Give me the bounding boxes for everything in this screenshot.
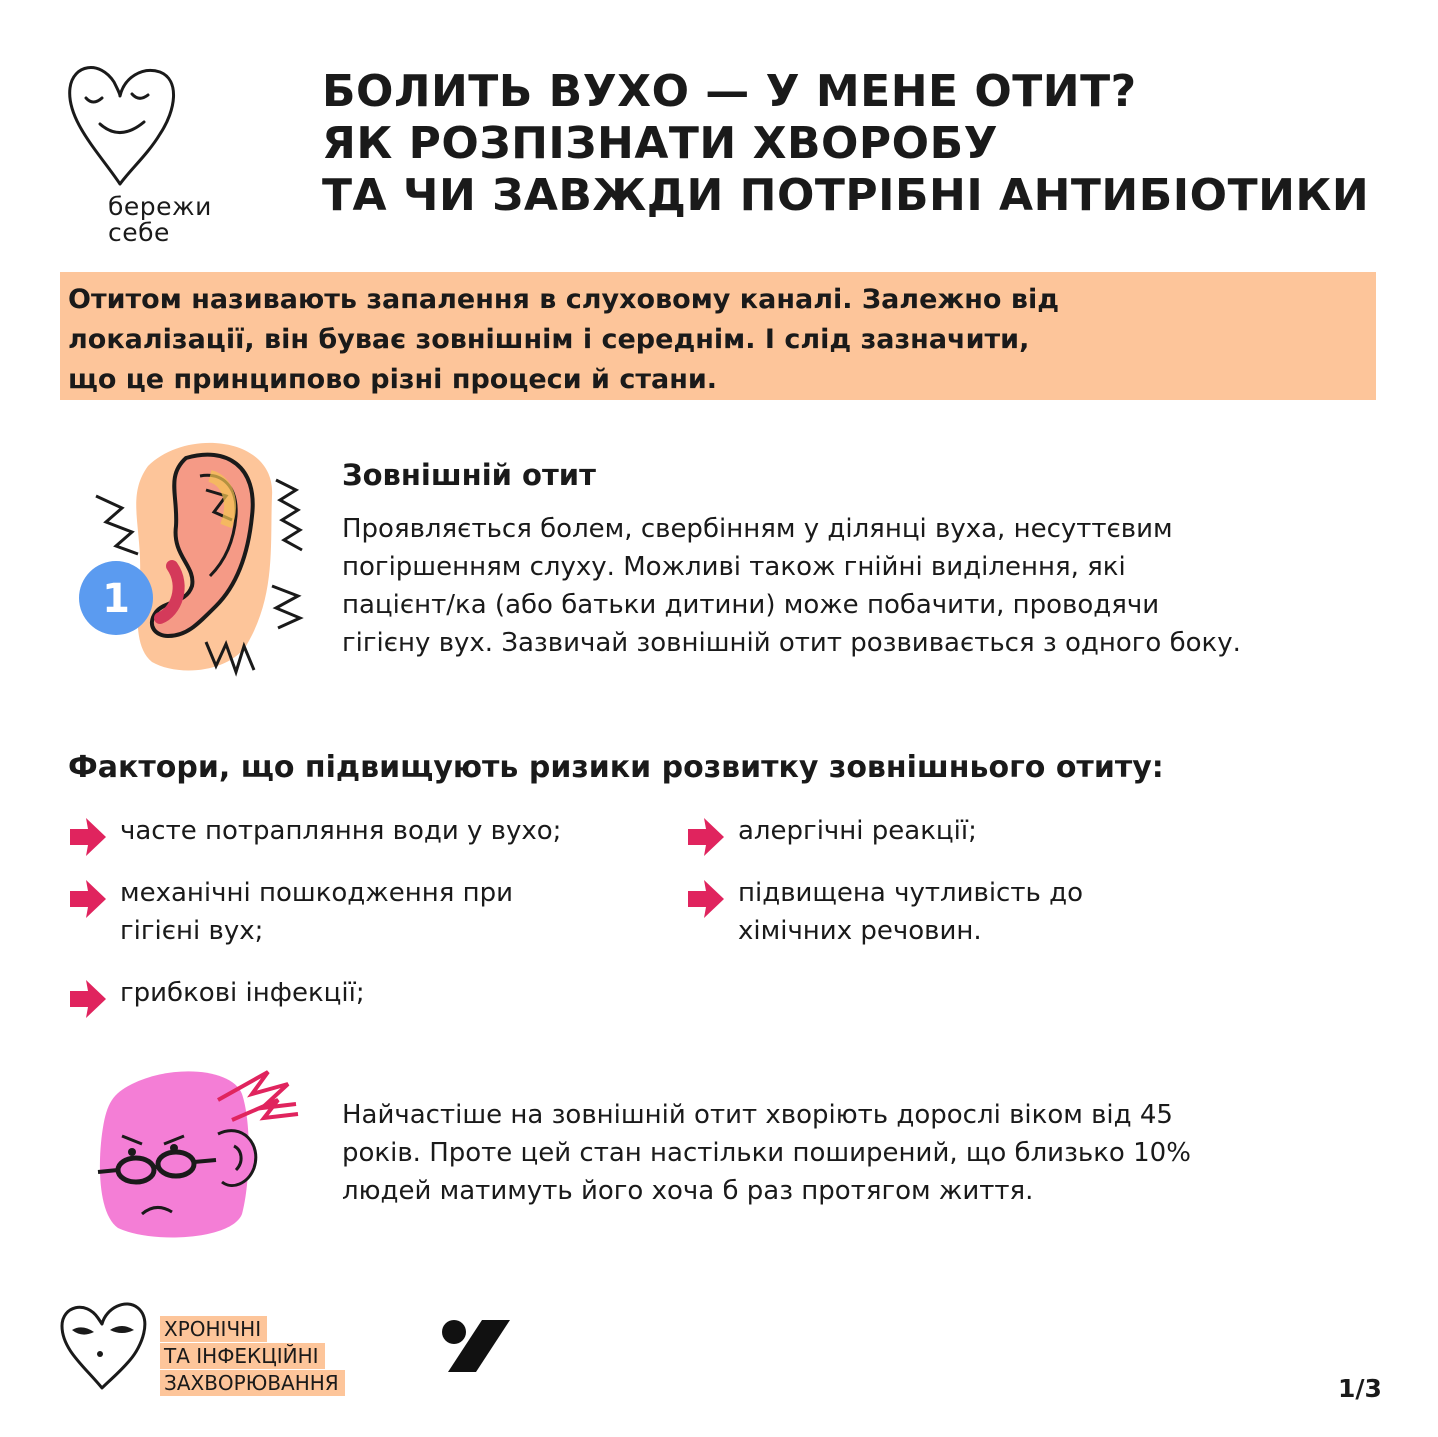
pink-face-ear-pain-illustration — [92, 1064, 306, 1244]
age-paragraph — [342, 1096, 1402, 1210]
brand-mark — [440, 1316, 514, 1374]
arrow-right-icon — [68, 978, 108, 1020]
intro-line: що це принципово різні процеси й стани. — [68, 364, 718, 395]
paragraph-line: погіршенням слуху. Можливі також гнійні виділення, які — [342, 552, 1126, 582]
arrow-right-icon — [68, 878, 108, 920]
arrow-right-icon — [68, 816, 108, 858]
section-paragraph — [342, 510, 1402, 662]
list-item-text: підвищена чутливість до — [738, 878, 1083, 908]
intro-line: локалізації, він буває зовнішнім і середнім. І слід зазначити, — [68, 324, 1030, 355]
intro-line: Отитом називають запалення в слуховому каналі. Залежно від — [68, 284, 1060, 315]
logo-text-line: себе — [108, 218, 170, 247]
logo-text-line: бережи — [108, 192, 212, 221]
list-item-text: гігієні вух; — [120, 916, 264, 946]
page-title — [322, 66, 1412, 222]
list-item-text: алергічні реакції; — [738, 816, 977, 846]
paragraph-line: гігієну вух. Зазвичай зовнішній отит розвивається з одного боку. — [342, 628, 1241, 658]
title-line: ЯК РОЗПІЗНАТИ ХВОРОБУ — [322, 118, 999, 169]
paragraph-line: пацієнт/ка (або батьки дитини) може побачити, проводячи — [342, 590, 1160, 620]
intro-band — [60, 272, 1376, 400]
paragraph-line: Проявляється болем, свербінням у ділянці вуха, несуттєвим — [342, 514, 1173, 544]
slash-dot-logo-icon — [440, 1316, 514, 1374]
brand-logo — [60, 58, 240, 248]
title-line: БОЛИТЬ ВУХО — У МЕНЕ ОТИТ? — [322, 66, 1137, 117]
arrow-right-icon — [686, 878, 726, 920]
paragraph-line: людей матимуть його хоча б раз протягом життя. — [342, 1176, 1034, 1206]
heart-eyes-icon — [56, 1298, 150, 1394]
footer-logo — [56, 1298, 150, 1394]
ear-badge-number: 1 — [102, 576, 130, 622]
painful-ear-illustration — [76, 436, 306, 698]
arrow-right-icon — [686, 816, 726, 858]
title-line: ТА ЧИ ЗАВЖДИ ПОТРІБНІ АНТИБІОТИКИ — [322, 170, 1370, 221]
list-item-text: механічні пошкодження при — [120, 878, 514, 908]
factors-title: Фактори, що підвищують ризики розвитку зовнішнього отиту: — [68, 750, 1164, 785]
list-item-text: хімічних речовин. — [738, 916, 982, 946]
list-item-text: часте потрапляння води у вухо; — [120, 816, 562, 846]
section-heading: Зовнішній отит — [342, 458, 596, 492]
category-line: ТА ІНФЕКЦІЙНІ — [160, 1343, 325, 1369]
list-item-text: грибкові інфекції; — [120, 978, 365, 1008]
smiling-heart-icon — [60, 58, 240, 198]
paragraph-line: років. Проте цей стан настільки поширений, що близько 10% — [342, 1138, 1191, 1168]
category-line: ХРОНІЧНІ — [160, 1316, 267, 1342]
paragraph-line: Найчастіше на зовнішній отит хворіють дорослі віком від 45 — [342, 1100, 1173, 1130]
category-line: ЗАХВОРЮВАННЯ — [160, 1370, 345, 1396]
page-number: 1/3 — [1338, 1374, 1382, 1403]
category-badge — [160, 1316, 400, 1397]
